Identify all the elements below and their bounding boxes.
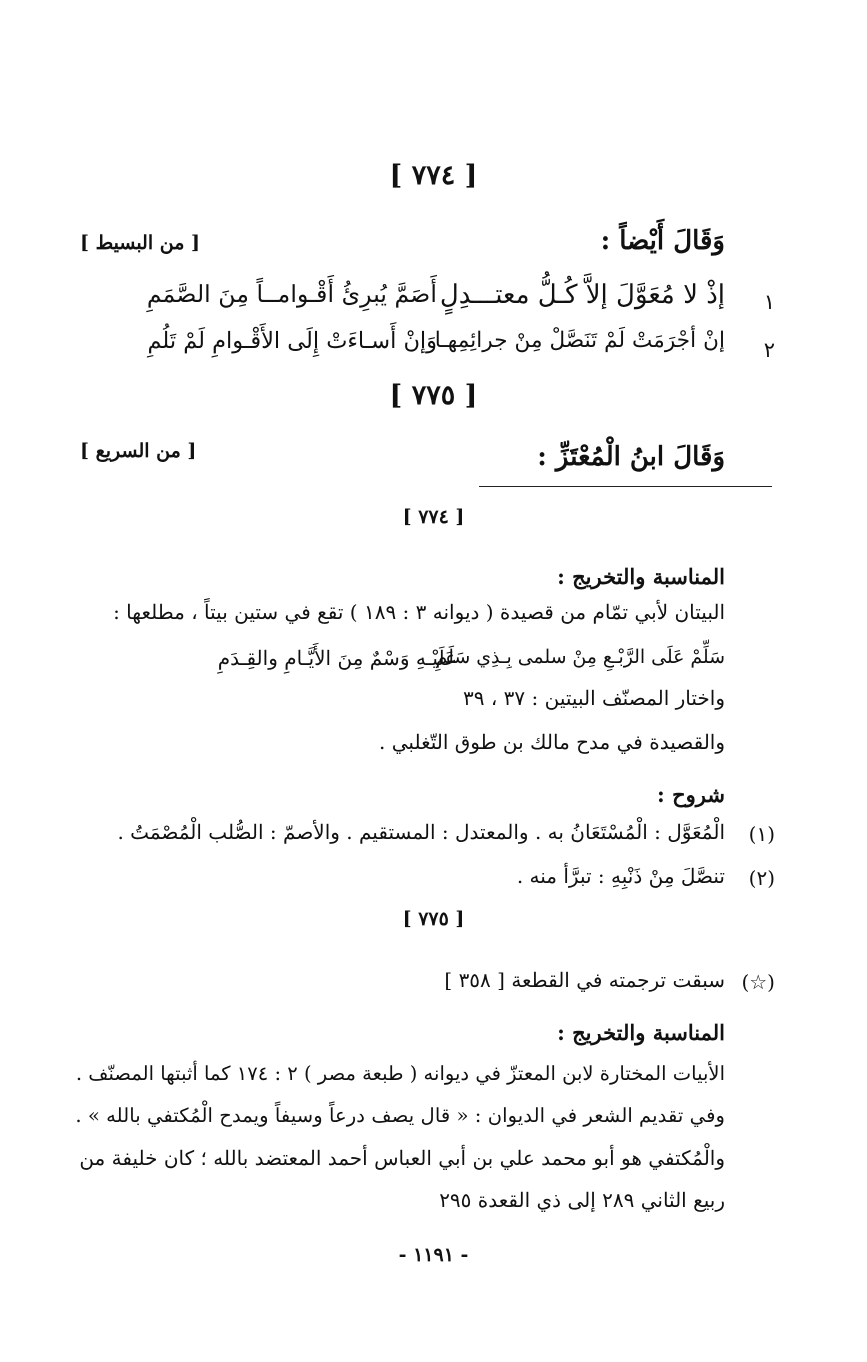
shuruh-heading: شروح : — [657, 782, 725, 807]
footnote-separator — [479, 486, 772, 487]
note-line: الأبيات المختارة لابن المعتزّ في ديوانه ( طبعة مصر ) ٢ : ١٧٤ كما أثبتها المصنّف . — [75, 1062, 725, 1085]
verse-1-first-hemistich: إذْ لا مُعَوَّلَ إلاَّ كُـلُّ معتـــدِلٍ — [439, 280, 725, 310]
takhrij-heading-774: المناسبة والتخريج : — [557, 564, 725, 589]
note-line: والْمُكتفي هو أبو محمد علي بن أبي العباس أحمد المعتضد بالله ؛ كان خليفة من — [79, 1146, 725, 1170]
explanation-text-1: الْمُعَوَّل : الْمُسْتَعَانُ به . والمعتدل : المستقيم . والأصمّ : الصُّلب الْمُصْمَتُ . — [117, 820, 725, 844]
poem-heading-774: وَقَالَ أَيْضاً : — [600, 226, 725, 256]
verse-2-first-hemistich: إنْ أجْرَمَتْ لَمْ تَنَصَّلْ مِنْ جرائِمِهـا — [434, 328, 725, 353]
note-line: وفي تقديم الشعر في الديوان : « قال يصف درعاً وسيفاً ويمدح الْمُكتفي بالله » . — [75, 1104, 725, 1127]
meter-label-774: [ من البسيط ] — [80, 232, 200, 254]
explanation-number-2: (٢) — [748, 866, 775, 890]
page-number: - ١١٩١ - — [398, 1244, 469, 1266]
star-note-marker: (☆) — [741, 970, 775, 994]
takhrij-heading-775: المناسبة والتخريج : — [557, 1020, 725, 1045]
poem-number-774: [ ٧٧٤ ] — [389, 160, 478, 191]
poem-number-775: [ ٧٧٥ ] — [389, 380, 478, 411]
note-line: ربيع الثاني ٢٨٩ إلى ذي القعدة ٢٩٥ — [439, 1188, 725, 1212]
verse-1-second-hemistich: أَصَمَّ يُبرِئُ أَقْـوامــاً مِنَ الصَّمَمِ — [146, 280, 437, 308]
note-line: البيتان لأبي تمّام من قصيدة ( ديوانه ٣ : ١٨٩ ) تقع في ستين بيتاً ، مطلعها : — [113, 600, 725, 624]
explanation-text-2: تنصَّلَ مِنْ ذَنْبِهِ : تبرَّأ منه . — [516, 864, 725, 888]
star-note-text: سبقت ترجمته في القطعة [ ٣٥٨ ] — [444, 968, 725, 992]
note-number-774: [ ٧٧٤ ] — [402, 506, 465, 528]
note-number-775: [ ٧٧٥ ] — [402, 908, 465, 930]
explanation-number-1: (١) — [748, 822, 775, 846]
poem-heading-775: وَقَالَ ابنُ الْمُعْتَزِّ : — [537, 442, 725, 472]
note-line: والقصيدة في مدح مالك بن طوق التّغلبي . — [379, 730, 725, 754]
verse-number-2: ٢ — [763, 338, 775, 362]
note-line: واختار المصنّف البيتين : ٣٧ ، ٣٩ — [463, 686, 725, 710]
quoted-verse-first-hemistich: سَلِّمْ عَلَى الرَّبْـعِ مِنْ سلمى بِـذِي سَلَمِ — [435, 646, 725, 668]
meter-label-775: [ من السريع ] — [80, 440, 197, 462]
quoted-verse-second-hemistich: عَلَيْـهِ وَسْمٌ مِنَ الأَيَّـامِ والقِـدَمِ — [217, 646, 457, 670]
verse-number-1: ١ — [763, 290, 775, 314]
verse-2-second-hemistich: وَإنْ أَسـاءَتْ إِلَى الأَقْـوامِ لَمْ تَلُمِ — [147, 328, 437, 354]
